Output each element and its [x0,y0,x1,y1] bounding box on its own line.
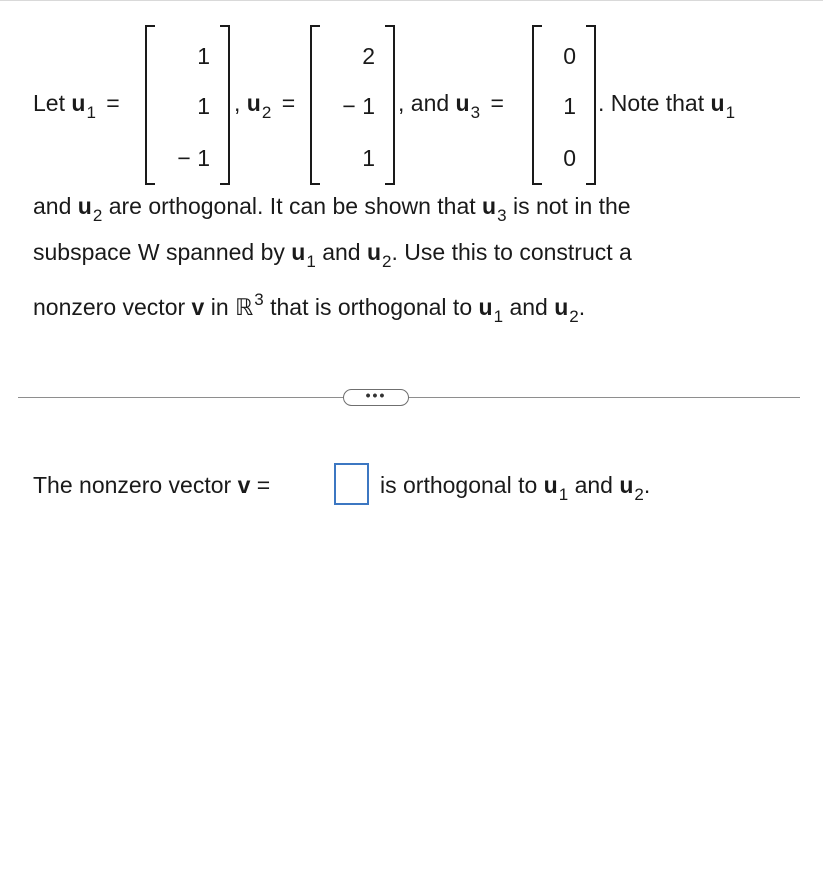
expand-more-button[interactable]: ••• [343,389,409,406]
answer-suffix-pre: is orthogonal to [380,472,538,498]
u3-matrix [532,25,596,185]
u1-symbol: u [543,472,558,498]
u1-equals: = [106,90,120,116]
answer-and: and [574,472,613,498]
u2-entry: 2 [362,43,375,69]
line2-pre: and [33,193,72,219]
u3-entry: 1 [563,93,576,119]
line3-post: . Use this to construct a [391,239,632,265]
u1-subscript: 1 [493,307,504,326]
u1-subscript: 1 [86,103,96,122]
v-symbol: v [237,472,251,498]
period: . [578,294,586,320]
u1-bracket-left [145,25,155,185]
u3-bracket-left [532,25,542,185]
u3-entry: 0 [563,43,576,69]
u1-entry: 1 [197,43,210,69]
u1-subscript: 1 [558,485,569,504]
answer-suffix-line [380,472,651,504]
v-symbol: v [191,294,205,320]
u2-subscript: 2 [92,206,103,225]
line3-pre: subspace W spanned by [33,239,285,265]
u2-symbol: u [619,472,634,498]
and-word: and [410,90,450,116]
u3-label-line [398,90,504,122]
u1-entry: 1 [197,93,210,119]
u2-subscript: 2 [634,485,644,504]
u2-symbol: u [77,193,92,219]
let-label: Let [33,90,65,116]
note-line [598,90,736,122]
real-numbers-symbol: ℝ [235,294,254,320]
u2-bracket-right [385,25,395,185]
u3-subscript: 3 [497,206,507,225]
u3-symbol: u [455,90,470,116]
u2-subscript: 2 [261,103,272,122]
u1-bracket-right [220,25,230,185]
u1-subscript: 1 [306,252,316,271]
u2-symbol: u [554,294,569,320]
u2-entry: 1 [362,145,375,171]
u3-symbol: u [482,193,497,219]
u2-symbol: u [366,239,382,265]
comma: , [234,90,241,116]
u1-symbol: u [71,90,86,116]
vector-answer-input[interactable] [334,463,369,505]
note-text: . Note that [598,90,705,116]
u2-entry: − 1 [342,93,375,119]
let-label-line [33,90,120,122]
answer-equals: = [256,472,271,498]
comma: , [398,90,405,116]
u1-matrix [145,25,230,185]
u2-label-line [234,90,296,122]
line2-post: is not in the [512,193,631,219]
u2-subscript: 2 [382,252,392,271]
line4-mid: that is orthogonal to [270,294,473,320]
problem-line-3 [33,239,632,271]
u3-subscript: 3 [470,103,481,122]
line2-mid: are orthogonal. It can be shown that [108,193,476,219]
top-divider [0,0,823,1]
answer-prefix: The nonzero vector [33,472,232,498]
u3-equals: = [490,90,504,116]
answer-prefix-line [33,474,270,497]
u3-bracket-right [586,25,596,185]
u2-matrix [310,25,395,185]
line4-pre: nonzero vector [33,294,186,320]
line3-mid: and [322,239,361,265]
u1-subscript: 1 [725,103,736,122]
u1-symbol: u [478,294,493,320]
u3-entry: 0 [563,145,576,171]
line4-and: and [509,294,548,320]
u2-equals: = [281,90,296,116]
u2-subscript: 2 [569,307,579,326]
u2-bracket-left [310,25,320,185]
u1-symbol: u [291,239,306,265]
problem-line-2 [33,193,631,225]
section-divider [18,397,800,398]
line4-in: in [210,294,229,320]
r-exponent: 3 [254,290,264,309]
answer-period: . [643,472,651,498]
u1-entry: − 1 [177,145,210,171]
problem-line-4 [33,290,586,326]
u1-symbol: u [710,90,725,116]
u2-symbol: u [246,90,261,116]
